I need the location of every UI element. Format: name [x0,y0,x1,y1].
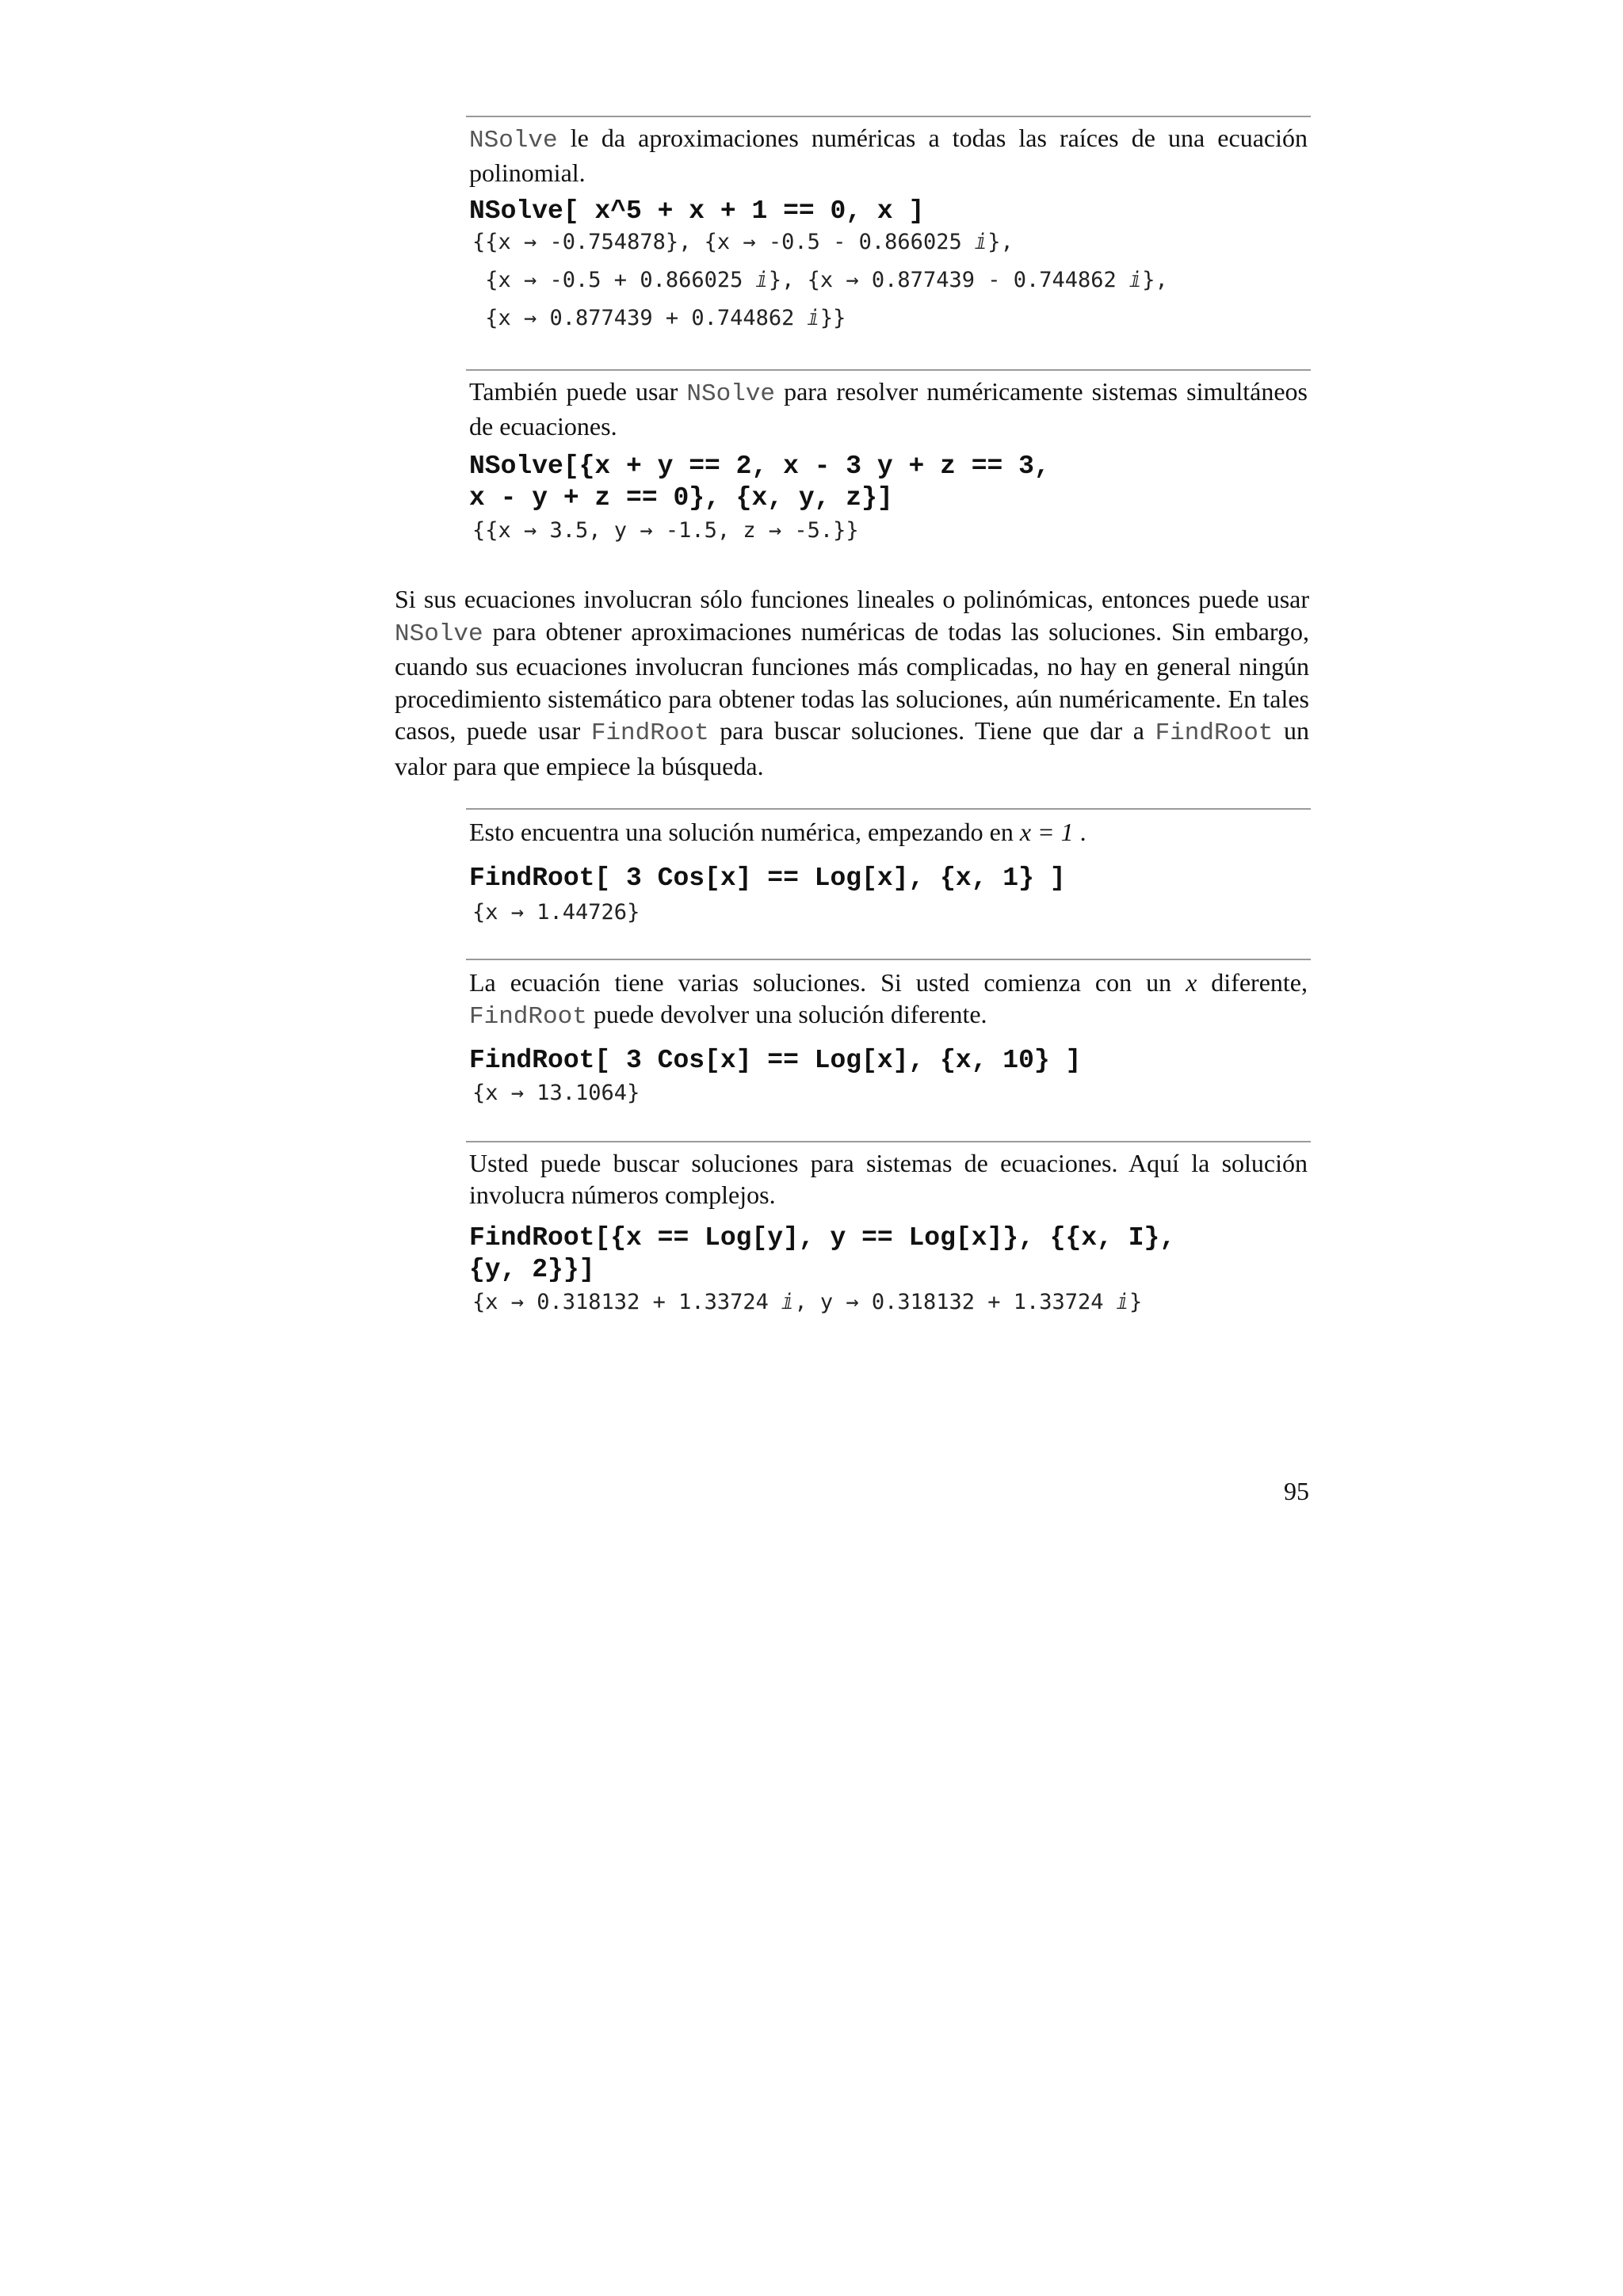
cell-divider [466,1141,1311,1142]
input-line: FindRoot[ 3 Cos[x] == Log[x], {x, 1} ] [469,864,1066,893]
code-term: FindRoot [469,1003,587,1031]
cell-findroot-complex [466,1141,1311,1331]
code-term: FindRoot [590,719,709,747]
description-text: le da aproximaciones numéricas a todas las raíces de una ecuación polinomial. [469,124,1308,187]
description-text: También puede usar [469,377,687,406]
paragraph-text: para obtener aproximaciones numéricas de todas las soluciones. Sin embargo, cuando sus ecuaciones involucran funciones más complicadas, no hay en general ningún procedimiento sistemático para obtener todas las soluciones, aún numéricamente. En tales casos, puede usar [395,616,1309,745]
output-line: {{x → 3.5, y → -1.5, z → -5.}} [472,518,859,543]
code-term: NSolve [686,380,776,408]
output-line: {x → 13.1064} [472,1081,640,1105]
output-line: {x → 0.877439 + 0.744862 ⅈ}} [472,306,846,330]
output-line: {x → 0.318132 + 1.33724 ⅈ, y → 0.318132 + 1.33724 ⅈ} [472,1290,1143,1314]
cell-description [469,967,1308,1033]
cell-description [469,1147,1308,1211]
input-line: NSolve[ x^5 + x + 1 == 0, x ] [469,196,925,226]
input-line: FindRoot[{x == Log[y], y == Log[x]}, {{x, I}, [469,1223,1176,1253]
cell-divider [466,369,1311,371]
input-line: FindRoot[ 3 Cos[x] == Log[x], {x, 10} ] [469,1046,1082,1075]
description-text: La ecuación tiene varias soluciones. Si usted comienza con un [469,968,1186,997]
output-line: {{x → -0.754878}, {x → -0.5 - 0.866025 ⅈ}, [472,230,1014,254]
page-number: 95 [1284,1477,1309,1505]
output-line: {x → -0.5 + 0.866025 ⅈ}, {x → 0.877439 - 0.744862 ⅈ}, [472,268,1168,292]
code-term: FindRoot [1155,719,1274,747]
cell-nsolve-system [466,369,1311,559]
cell-divider [466,116,1311,117]
output-line: {x → 1.44726} [472,900,640,925]
cell-findroot-start-1 [466,808,1311,951]
math-expression: x = 1 [1019,818,1074,846]
cell-findroot-start-10 [466,959,1311,1125]
description-text: . [1073,818,1086,846]
input-line: NSolve[{x + y == 2, x - 3 y + z == 3, [469,452,1050,481]
code-term: NSolve [469,127,558,154]
description-text: para resolver numéricamente sistemas simultáneos de ecuaciones. [469,377,1308,441]
cell-description [469,376,1308,442]
description-text: puede devolver una solución diferente. [586,1000,987,1028]
cell-divider [466,808,1311,810]
code-term: NSolve [395,620,483,648]
input-line: {y, 2}}] [469,1255,595,1284]
body-paragraph [395,583,1309,782]
math-expression: x [1186,968,1197,997]
cell-nsolve-polynomial [466,116,1311,361]
cell-description [469,122,1308,189]
paragraph-text: Si sus ecuaciones involucran sólo funciones lineales o polinómicas, entonces puede usar [395,585,1309,613]
cell-divider [466,959,1311,960]
description-text: Esto encuentra una solución numérica, empezando en [469,818,1020,846]
paragraph-text: un valor para que empiece la búsqueda. [395,716,1310,780]
description-text: Usted puede buscar soluciones para sistemas de ecuaciones. Aquí la solución involucra números complejos. [469,1149,1308,1209]
description-text: diferente, [1197,968,1308,997]
paragraph-text: para buscar soluciones. Tiene que dar a [708,716,1155,745]
cell-description [469,816,1308,848]
input-line: x - y + z == 0}, {x, y, z}] [469,483,893,513]
